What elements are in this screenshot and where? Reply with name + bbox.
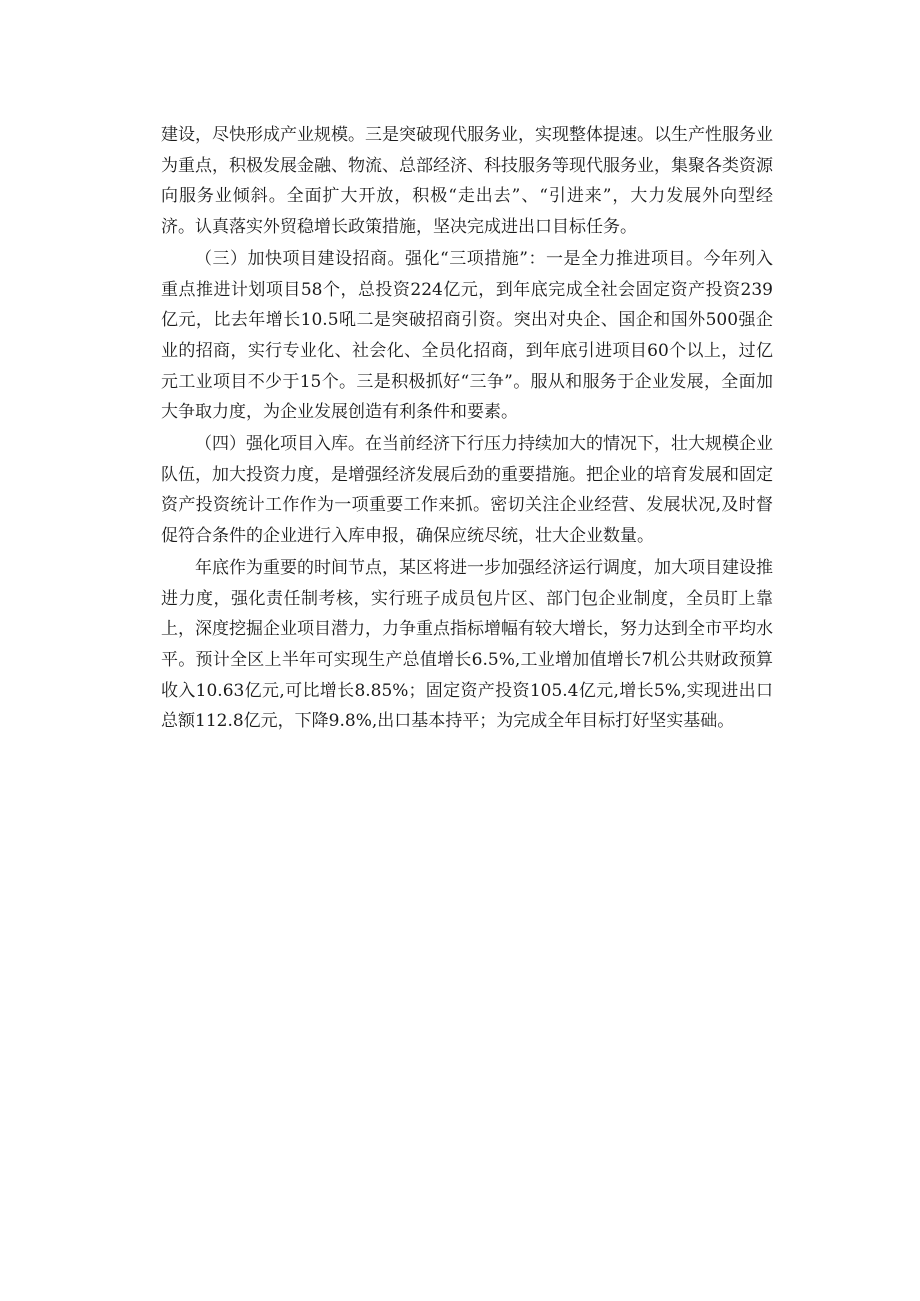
paragraph-section-three: （三）加快项目建设招商。强化“三项措施”：一是全力推进项目。今年列入重点推进计划项目58个，总投资224亿元，到年底完成全社会固定资产投资239亿元，比去年增长10.5吼二是突破招商引资。突出对央企、国企和国外500强企业的招商，实行专业化、社会化、全员化招商，到年底引进项目60个以上，过亿元工业项目不少于15个。三是积极抓好“三争”。服从和服务于企业发展，全面加大争取力度，为企业发展创造有利条件和要素。	[161, 248, 773, 423]
paragraph-year-end-summary: 年底作为重要的时间节点，某区将进一步加强经济运行调度，加大项目建设推进力度，强化责任制考核，实行班子成员包片区、部门包企业制度，全员盯上靠上，深度挖掘企业项目潜力，力争重点指标增幅有较大增长，努力达到全市平均水平。预计全区上半年可实现生产总值增长6.5%,工业增加值增长7机公共财政预算收入10.63亿元,可比增长8.85%；固定资产投资105.4亿元,增长5%,实现进出口总额112.8亿元，下降9.8%,出口基本持平；为完成全年目标打好坚实基础。	[161, 557, 773, 732]
document-body	[161, 120, 773, 737]
paragraph-section-four: （四）强化项目入库。在当前经济下行压力持续加大的情况下，壮大规模企业队伍，加大投资力度，是增强经济发展后劲的重要措施。把企业的培育发展和固定资产投资统计工作作为一项重要工作来抓。密切关注企业经营、发展状况,及时督促符合条件的企业进行入库申报，确保应统尽统，壮大企业数量。	[161, 434, 773, 547]
paragraph-continuation: 建设，尽快形成产业规模。三是突破现代服务业，实现整体提速。以生产性服务业为重点，积极发展金融、物流、总部经济、科技服务等现代服务业，集聚各类资源向服务业倾斜。全面扩大开放，积极“走出去”、“引进来”，大力发展外向型经济。认真落实外贸稳增长政策措施，坚决完成进出口目标任务。	[161, 125, 773, 238]
